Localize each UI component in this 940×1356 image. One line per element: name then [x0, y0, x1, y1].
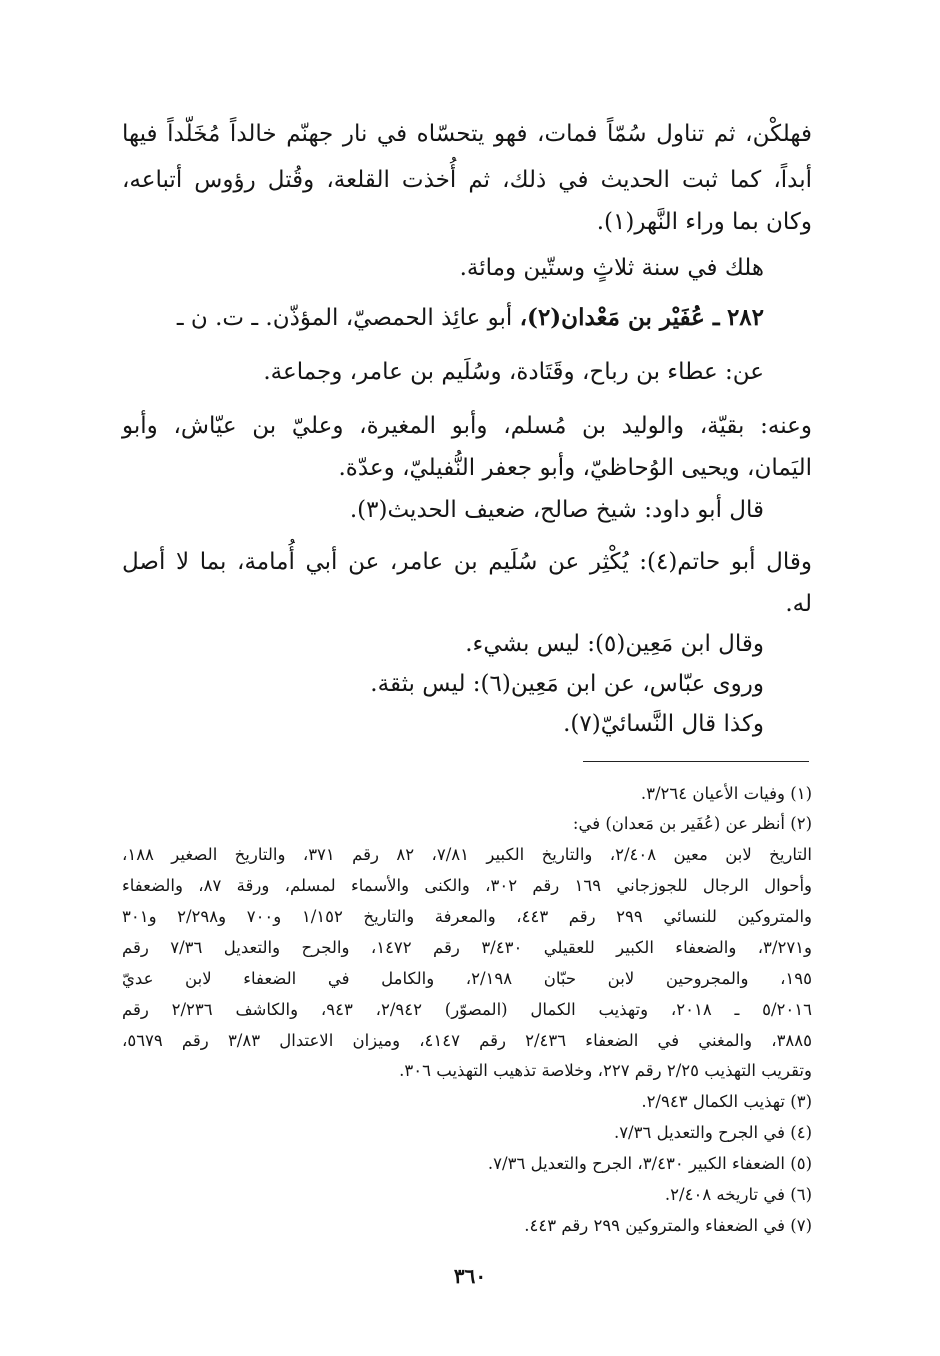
entry-number: ٢٨٢ [726, 304, 764, 331]
footnote-2-line-6: ٥/٢٠١٦ ـ ٢٠١٨، وتهذيب الكمال (المصوّر) ٢/٩٤٢، ٩٤٣، والكاشف ٢/٢٣٦ رقم [122, 1000, 812, 1019]
body-line-14: وكذا قال النَّسائيّ(٧). [563, 711, 764, 737]
entry-heading: ٢٨٢ ـ عُفَيْر بن مَعْدان(٢)، أبو عائِذ الحمصيّ، المؤذّن. ـ ت. ن ـ [176, 304, 764, 331]
body-line-11: له. [785, 591, 812, 617]
body-line-3: وكان بما وراء النَّهر(١). [596, 209, 812, 235]
footnote-6: (٦) في تاريخه ٢/٤٠٨. [664, 1185, 812, 1204]
entry-name: عُفَيْر بن مَعْدان(٢)، [519, 304, 705, 331]
body-line-1: فهلكْن، ثم تناول سُمّاً فمات، فهو يتحسّاه في نار جهنّم خالداً مُخَلّداً فيها [122, 121, 812, 147]
footnote-2-head: (٢) أنظر عن (عُفَير بن مَعدان) في: [572, 814, 812, 833]
footnote-3: (٣) تهذيب الكمال ٢/٩٤٣. [641, 1092, 812, 1111]
body-line-4: هلك في سنة ثلاثٍ وستّين ومائة. [459, 255, 764, 281]
footnote-2-line-1: التاريخ لابن معين ٢/٤٠٨، والتاريخ الكبير ٧/٨١، ٨٢ رقم ٣٧١، والتاريخ الصغير ١٨٨، [122, 845, 813, 864]
body-line-6: عن: عطاء بن رباح، وقَتَادة، وسُلَيم بن عامر، وجماعة. [263, 359, 764, 385]
footnote-4: (٤) في الجرح والتعديل ٧/٣٦. [613, 1123, 812, 1142]
entry-rest: أبو عائِذ الحمصيّ، المؤذّن. ـ ت. ن ـ [176, 305, 513, 331]
footnote-2-line-8: وتقريب التهذيب ٢/٢٥ رقم ٢٢٧، وخلاصة تذهيب التهذيب ٣٠٦. [399, 1061, 812, 1080]
footnote-5: (٥) الضعفاء الكبير ٣/٤٣٠، الجرح والتعديل ٧/٣٦. [487, 1154, 812, 1173]
footnote-1: (١) وفيات الأعيان ٣/٢٦٤. [640, 784, 812, 803]
footnote-7: (٧) في الضعفاء والمتروكين ٢٩٩ رقم ٤٤٣. [524, 1216, 812, 1235]
body-line-2: أبداً، كما ثبت الحديث في ذلك، ثم أُخذت القلعة، وقُتل رؤوس أتباعه، [122, 167, 812, 193]
footnote-2-line-4: و٣/٢٧١، والضعفاء الكبير للعقيلي ٣/٤٣٠ رقم ١٤٧٢، والجرح والتعديل ٧/٣٦ رقم [122, 938, 813, 957]
body-line-13: وروى عبّاس، عن ابن مَعِين(٦): ليس بثقة. [370, 671, 764, 697]
footnote-2-line-2: وأحوال الرجال للجوزجاني ١٦٩ رقم ٣٠٢، والكنى والأسماء لمسلم، ورقة ٨٧، والضعفاء [122, 876, 813, 895]
footnote-2-line-5: ١٩٥، والمجروحين لابن حبّان ٢/١٩٨، والكامل في الضعفاء لابن عديّ [122, 969, 812, 988]
footnote-separator [583, 761, 809, 762]
footnote-2-line-3: والمتروكين للنسائي ٢٩٩ رقم ٤٤٣، والمعرفة والتاريخ ١/١٥٢ و٧٠٠ و٢/٢٩٨ و٣٠١ [122, 907, 813, 926]
body-line-12: وقال ابن مَعِين(٥): ليس بشيء. [465, 631, 764, 657]
body-line-7: وعنه: بقيّة، والوليد بن مُسلم، وأبو المغيرة، وعليّ بن عيّاش، وأبو [122, 413, 812, 439]
footnote-2-line-7: ٣٨٨٥، والمغني في الضعفاء ٢/٤٣٦ رقم ٤١٤٧، وميزان الاعتدال ٣/٨٣ رقم ٥٦٧٩، [122, 1031, 813, 1050]
body-line-9: قال أبو داود: شيخ صالح، ضعيف الحديث(٣). [349, 497, 764, 523]
page-number: ٣٦٠ [453, 1264, 487, 1288]
body-line-8: اليَمان، ويحيى الوُحاظيّ، وأبو جعفر النُّفيليّ، وعدّة. [338, 455, 812, 481]
body-line-10: وقال أبو حاتم(٤): يُكْثِر عن سُلَيم بن عامر، عن أبي أُمامة، بما لا أصل [122, 549, 812, 575]
